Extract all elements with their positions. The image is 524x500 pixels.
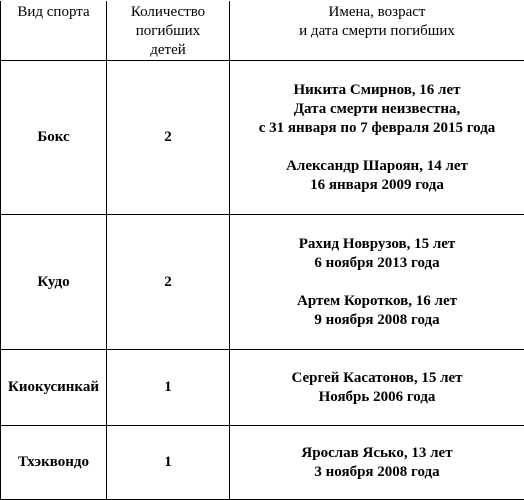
person-line: 3 ноября 2008 года [230, 463, 524, 482]
count-cell: 2 [107, 61, 230, 215]
names-cell [230, 215, 524, 350]
person-line: Никита Смирнов, 16 лет [230, 81, 524, 100]
person-line: с 31 января по 7 февраля 2015 года [230, 119, 524, 138]
person-line: Дата смерти неизвестна, [230, 100, 524, 119]
person-line: 9 ноября 2008 года [230, 311, 524, 330]
person-line: 6 ноября 2013 года [230, 254, 524, 273]
names-cell [230, 350, 524, 426]
sport-cell: Тхэквондо [1, 426, 107, 500]
spacer [230, 273, 524, 292]
count-cell: 1 [107, 426, 230, 500]
table-row [1, 215, 524, 350]
header-count-line2: погибших [107, 22, 229, 41]
sport-cell: Киокусинкай [1, 350, 107, 426]
table-row [1, 350, 524, 426]
names-cell [230, 426, 524, 500]
header-sport [1, 1, 107, 61]
person-line: Ярослав Ясько, 13 лет [230, 444, 524, 463]
table-row [1, 426, 524, 500]
person-line: Сергей Касатонов, 15 лет [230, 369, 524, 388]
header-names [230, 1, 524, 61]
top-edge-mask [0, 0, 524, 1]
header-names-line2: и дата смерти погибших [230, 22, 524, 41]
person-line: Артем Коротков, 16 лет [230, 292, 524, 311]
sport-cell: Бокс [1, 61, 107, 215]
header-count-line3: детей [107, 41, 229, 60]
header-sport-label: Вид спорта [17, 4, 89, 20]
header-names-line1: Имена, возраст [230, 3, 524, 22]
person-line: Ноябрь 2006 года [230, 388, 524, 407]
count-cell: 1 [107, 350, 230, 426]
sport-cell: Кудо [1, 215, 107, 350]
header-count [107, 1, 230, 61]
person-line: Александр Шароян, 14 лет [230, 157, 524, 176]
header-count-line1: Количество [107, 3, 229, 22]
header-row [1, 1, 524, 61]
person-line: 16 января 2009 года [230, 176, 524, 195]
table-row [1, 61, 524, 215]
names-cell [230, 61, 524, 215]
spacer [230, 138, 524, 157]
person-line: Рахид Новрузов, 15 лет [230, 235, 524, 254]
count-cell: 2 [107, 215, 230, 350]
